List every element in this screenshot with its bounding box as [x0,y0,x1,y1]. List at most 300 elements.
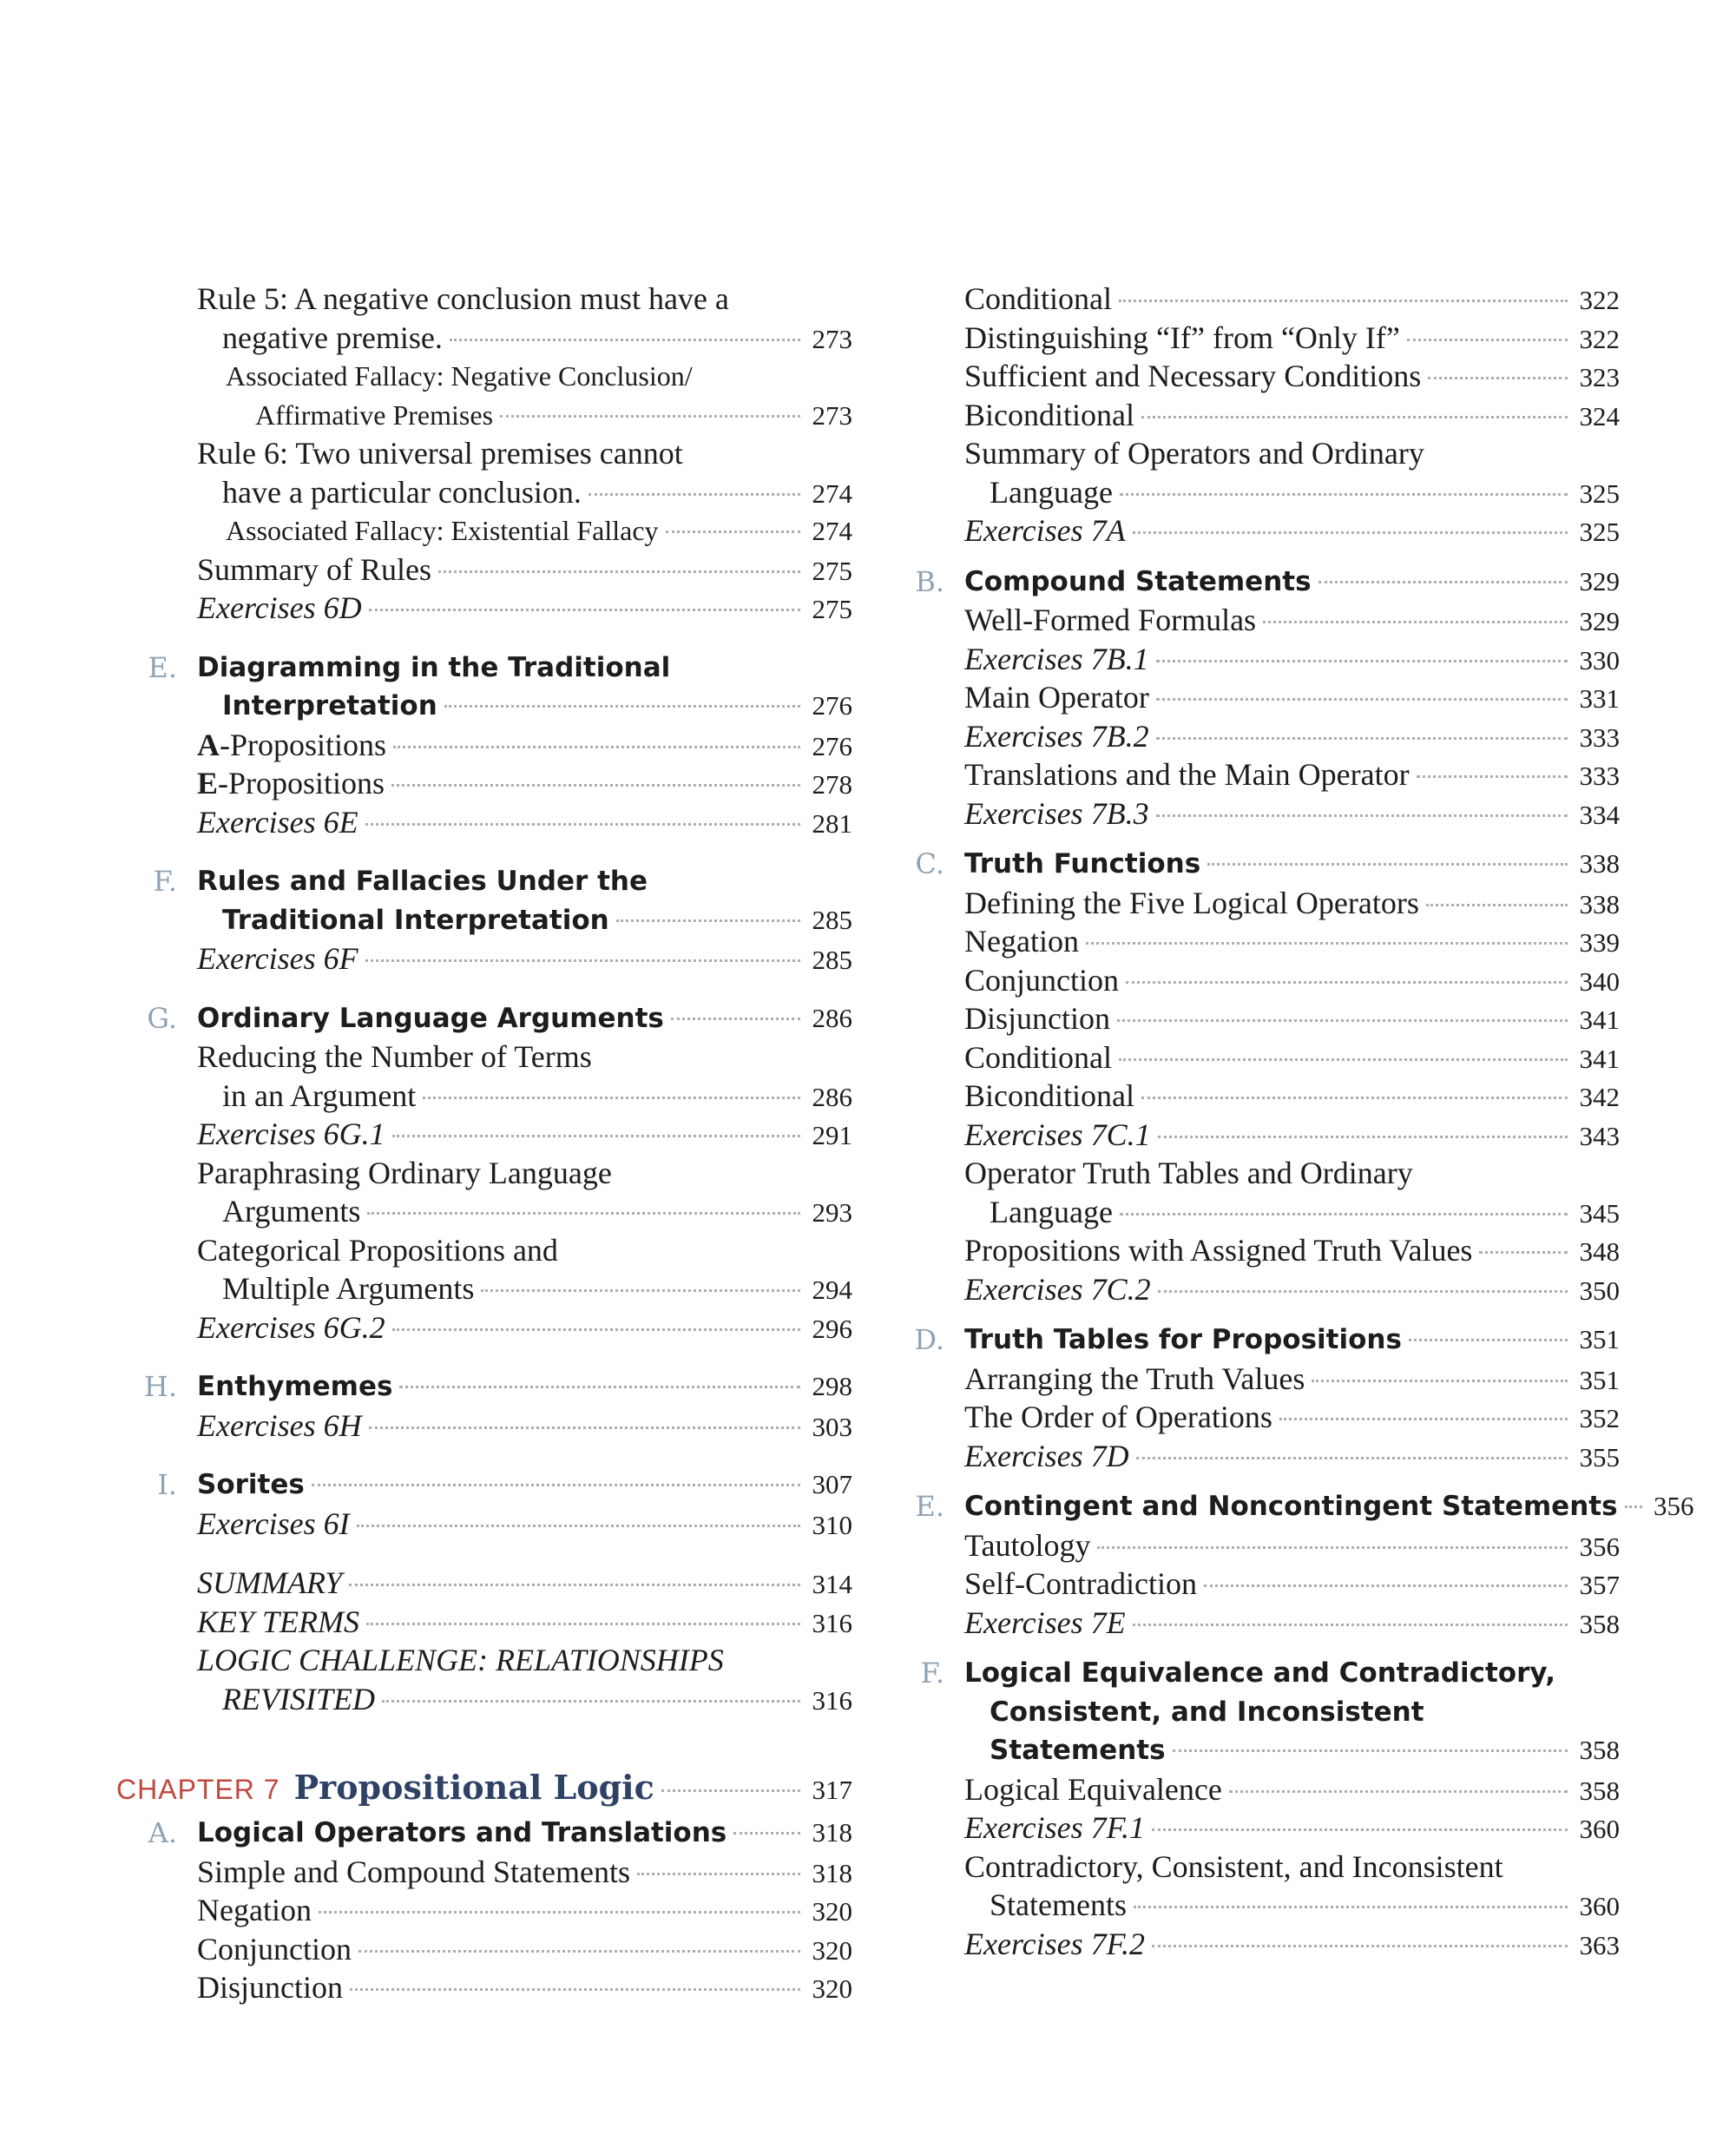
toc-entry-title: Summary of Operators and Ordinary [964,436,1424,471]
toc-entry [116,1641,852,1680]
toc-entry-title: have a particular conclusion. [222,474,582,510]
toc-entry [116,1466,852,1505]
toc-entry [884,1116,1620,1155]
toc-entry-title: REVISITED [222,1681,375,1716]
toc-entry-title: KEY TERMS [197,1604,360,1639]
toc-entry-title: Associated Fallacy: Existential Fallacy [226,515,659,546]
page-number: 273 [812,323,852,354]
page-number: 274 [812,516,852,546]
dot-leader [1141,416,1568,418]
dot-leader [1279,1418,1568,1420]
dot-leader [666,530,800,533]
toc-entry-title: Contingent and Noncontingent Statements [964,1491,1618,1522]
toc-entry [116,1891,852,1930]
toc-entry [884,1154,1620,1193]
toc-entry-title: Rule 5: A negative conclusion must have a [197,281,729,316]
toc-entry-title: Conditional [964,281,1112,316]
page-number: 360 [1579,1891,1620,1921]
page-number: 303 [812,1411,852,1442]
toc-entry [884,280,1620,319]
page-number: 356 [1654,1491,1694,1521]
toc-entry [884,884,1620,923]
toc-entry [884,1731,1620,1770]
page-number: 316 [812,1684,852,1716]
toc-entry-title: SUMMARY [197,1565,343,1600]
toc-entry [116,1192,852,1231]
toc-entry [116,687,852,726]
toc-entry [884,1925,1620,1964]
page-number: 363 [1579,1929,1620,1960]
toc-entry [116,1505,852,1544]
page-number: 324 [1579,400,1620,431]
page-number: 333 [1579,761,1620,791]
toc-entry-title: Exercises 7C.2 [964,1271,1151,1307]
dot-leader [1117,1019,1568,1022]
dot-leader [1152,1945,1568,1947]
dot-leader [382,1700,800,1703]
page-number: 320 [812,1934,852,1966]
toc-entry-title: Statements [990,1735,1166,1766]
page-number: 329 [1579,565,1620,596]
dot-leader [1126,981,1568,984]
page-number: 285 [812,904,852,935]
dot-leader [450,339,800,341]
toc-entry-title: Ordinary Language Arguments [197,1002,664,1034]
toc-entry-title: Exercises 7B.3 [964,795,1149,831]
page-number: 281 [812,807,852,839]
toc-entry [116,1406,852,1446]
page-number: 291 [812,1120,852,1150]
dot-leader [1173,1749,1568,1752]
dot-leader [1134,1906,1568,1908]
toc-entry [116,1154,852,1193]
toc-entry [884,640,1620,679]
toc-entry-title: Interpretation [222,690,437,721]
toc-entry-title: Tautology [964,1527,1091,1563]
toc-entry [884,717,1620,756]
page-number: 342 [1579,1082,1620,1112]
toc-entry [116,901,852,940]
dot-leader [358,1950,800,1953]
toc-entry [116,473,852,512]
toc-entry [884,396,1620,435]
page-number: 275 [812,555,852,586]
page-number: 307 [812,1469,852,1499]
toc-entry-title: E-Propositions [197,766,385,800]
toc-entry-title: Multiple Arguments [222,1271,475,1306]
dot-leader [1407,339,1568,341]
page-number: 351 [1579,1324,1620,1354]
toc-entry [116,1968,852,2007]
dot-leader [733,1832,800,1835]
toc-entry-title: Logical Operators and Translations [197,1817,727,1848]
section-letter: F. [920,1657,944,1690]
toc-entry-title: Exercises 7F.1 [964,1810,1145,1845]
toc-entry-title: in an Argument [222,1077,417,1113]
chapter-title: Propositional Logic [293,1768,654,1807]
toc-entry [116,999,852,1038]
toc-entry-title: Defining the Five Logical Operators [964,885,1419,920]
page-number: 320 [812,1896,852,1927]
dot-leader [1119,300,1568,302]
toc-entry-title: Negation [197,1893,312,1927]
toc-entry [116,1269,852,1308]
dot-leader [1263,621,1568,623]
page-number: 352 [1579,1403,1620,1433]
toc-entry-title: Reducing the Number of Terms [197,1039,592,1074]
toc-entry-title: Affirmative Premises [255,399,494,431]
page-number: 320 [812,1973,852,2004]
toc-entry-title: Exercises 6D [197,590,362,625]
toc-entry-title: Compound Statements [964,565,1312,597]
page-number: 338 [1579,888,1620,919]
toc-entry [116,1603,852,1642]
toc-entry [884,1808,1620,1848]
section-letter: G. [147,1001,177,1035]
toc-entry-title: Logical Equivalence and Contradictory, [964,1657,1555,1689]
dot-leader [637,1873,800,1875]
page-number: 286 [812,1002,852,1033]
page-number: 348 [1579,1236,1620,1267]
page-number: 318 [812,1817,852,1848]
page-number: 355 [1579,1441,1620,1472]
toc-entry-title: Summary of Rules [197,551,431,587]
toc-entry-title: Arguments [222,1194,361,1229]
toc-entry-title: Distinguishing “If” from “Only If” [964,320,1400,355]
dot-leader [1120,493,1568,496]
dot-leader [1133,531,1568,534]
toc-entry [884,1360,1620,1399]
page-number: 340 [1579,965,1620,997]
toc-entry-title: Consistent, and Inconsistent [990,1696,1424,1728]
dot-leader [1204,1584,1568,1587]
toc-entry [116,1762,852,1814]
toc-entry [116,1930,852,1969]
toc-entry [116,1367,852,1406]
toc-entry-title: Well-Formed Formulas [964,603,1257,637]
dot-leader [393,746,800,748]
page-number: 325 [1579,517,1620,547]
page-number: 345 [1579,1197,1620,1229]
toc-entry [116,511,852,550]
page-number: 322 [1579,323,1620,354]
toc-entry [116,1115,852,1154]
toc-entry-title: Rule 6: Two universal premises cannot [197,436,683,471]
dot-leader [423,1097,800,1099]
page-number: 323 [1579,362,1620,392]
toc-entry [884,1565,1620,1604]
toc-entry-title: A-Propositions [197,727,387,762]
dot-leader [671,1018,800,1020]
toc-entry [884,922,1620,961]
dot-leader [1156,698,1568,701]
page-number: 294 [812,1275,852,1305]
dot-leader [1479,1251,1568,1254]
page-number: 341 [1579,1043,1620,1074]
page-number: 338 [1579,848,1620,879]
dot-leader [1428,377,1568,379]
page-number: 278 [812,769,852,800]
page-number: 330 [1579,644,1620,675]
toc-entry [884,1654,1620,1693]
toc-entry [116,939,852,978]
toc-entry [116,649,852,688]
toc-entry-title: Negation [964,924,1079,959]
toc-entry-title: Exercises 6E [197,804,358,840]
dot-leader [1207,863,1568,866]
dot-leader [357,1525,800,1527]
toc-entry [884,434,1620,473]
toc-entry-title: Language [990,1194,1113,1229]
dot-leader [1141,1097,1568,1099]
toc-entry [884,1038,1620,1077]
dot-leader [616,919,800,922]
section-letter: I. [157,1468,177,1501]
dot-leader [1133,1624,1568,1626]
dot-leader [1229,1790,1568,1793]
toc-entry-title: Biconditional [964,397,1134,432]
page-number: 333 [1579,721,1620,753]
dot-leader [1136,1457,1568,1459]
toc-entry-title: Exercises 6H [197,1407,362,1443]
toc-entry-title: Statements [990,1887,1127,1922]
toc-entry-title: Paraphrasing Ordinary Language [197,1155,612,1190]
toc-entry [884,1231,1620,1270]
toc-entry [884,755,1620,794]
toc-entry-title: Disjunction [197,1970,343,2005]
page-number: 331 [1579,683,1620,714]
section-letter: E. [148,650,177,684]
page-number: 358 [1579,1735,1620,1765]
toc-entry [116,357,852,396]
toc-entry-title: Main Operator [964,680,1149,715]
toc-entry [116,434,852,473]
toc-entry-title: Exercises 7B.1 [964,641,1149,676]
toc-entry-title: Conjunction [197,1931,352,1966]
toc-entry [884,1398,1620,1437]
page-number: 275 [812,594,852,624]
chapter-heading [116,1762,654,1815]
page-number: 286 [812,1081,852,1112]
section-letter: E. [915,1490,944,1523]
toc-entry [884,1487,1694,1526]
toc-entry-title: Exercises 7B.2 [964,718,1149,754]
section-letter: A. [148,1816,177,1849]
page-number: 296 [812,1313,852,1344]
toc-entry [884,961,1620,1000]
page-number: 351 [1579,1364,1620,1395]
toc-entry [884,319,1620,358]
toc-left-column [116,280,852,2007]
dot-leader [367,1212,800,1215]
toc-entry-title: Arranging the Truth Values [964,1360,1305,1396]
toc-entry-title: Truth Functions [964,848,1201,879]
dot-leader [1417,775,1568,778]
toc-entry-title: Exercises 7D [964,1438,1129,1473]
toc-entry-title: Contradictory, Consistent, and Inconsistent [964,1848,1503,1884]
toc-entry [884,1886,1620,1925]
toc-entry-title: Disjunction [964,1001,1110,1036]
toc-entry [116,803,852,842]
toc-entry [116,550,852,590]
page-number: 360 [1579,1814,1620,1844]
dot-leader [369,1426,800,1429]
dot-leader [1156,660,1568,662]
dot-leader [500,415,800,418]
toc-entry [116,1077,852,1116]
toc-entry [116,1853,852,1892]
toc-entry [116,1680,852,1719]
dot-leader [391,784,800,787]
toc-entry-title: Exercises 6I [197,1505,350,1541]
toc-entry [884,1604,1620,1643]
toc-entry-title: Categorical Propositions and [197,1232,558,1268]
page-number: 356 [1579,1531,1620,1562]
toc-entry [116,589,852,628]
dot-leader [1409,1339,1568,1341]
toc-entry-title: Associated Fallacy: Negative Conclusion/ [226,360,693,392]
page-number: 343 [1579,1120,1620,1151]
page-number: 325 [1579,478,1620,509]
toc-entry-title: Simple and Compound Statements [197,1854,630,1889]
dot-leader [392,1328,800,1331]
page-number: 317 [812,1775,852,1805]
toc-entry-title: Propositions with Assigned Truth Values [964,1233,1473,1268]
toc-entry-title: Self-Contradiction [964,1566,1197,1601]
toc-entry [116,319,852,358]
toc-entry-title: Translations and the Main Operator [964,757,1410,792]
page-number: 339 [1579,927,1620,958]
toc-entry-title: negative premise. [222,320,443,355]
toc-entry [884,1193,1620,1232]
page-number: 334 [1579,799,1620,830]
toc-entry [884,563,1620,602]
toc-entry [884,601,1620,640]
dot-leader [1152,1828,1568,1831]
toc-entry [884,845,1620,884]
page-number: 350 [1579,1275,1620,1306]
dot-leader [365,823,800,826]
toc-entry-title: Exercises 6F [197,941,358,976]
page-number: 276 [812,730,852,761]
dot-leader [444,705,800,708]
toc-entry-title: Truth Tables for Propositions [964,1324,1402,1355]
dot-leader [481,1289,800,1292]
page-number: 285 [812,945,852,975]
dot-leader [589,493,800,496]
dot-leader [1625,1505,1642,1508]
toc-entry [884,794,1620,833]
toc-entry [884,1077,1620,1116]
toc-entry [116,1564,852,1603]
dot-leader [350,1988,800,1991]
toc-entry [884,1693,1620,1732]
toc-entry [884,1770,1620,1809]
toc-entry-title: Logical Equivalence [964,1771,1222,1807]
toc-entry [116,1308,852,1347]
dot-leader [1086,942,1568,945]
section-letter: F. [153,865,177,898]
toc-entry [116,280,852,319]
toc-entry-title: Conditional [964,1039,1112,1075]
dot-leader [1120,1213,1568,1215]
toc-entry [116,1038,852,1077]
page-number: 316 [812,1607,852,1638]
dot-leader [366,1623,800,1625]
toc-entry [116,726,852,765]
page-number: 310 [812,1509,852,1540]
page-number: 273 [812,399,852,431]
toc-entry-title: Exercises 7F.2 [964,1926,1145,1961]
toc-entry [884,357,1620,396]
dot-leader [1097,1546,1568,1549]
dot-leader [1156,737,1568,740]
page-number: 357 [1579,1570,1620,1600]
dot-leader [1426,904,1568,906]
toc-entry-title: Language [990,474,1113,510]
toc-entry [884,511,1620,550]
page-number: 322 [1579,285,1620,315]
dot-leader [1318,581,1568,583]
toc-entry [884,1526,1620,1565]
toc-entry [116,862,852,901]
toc-entry [884,999,1620,1038]
toc-entry [884,1437,1620,1476]
toc-entry-title: Operator Truth Tables and Ordinary [964,1156,1413,1190]
toc-entry-title: Biconditional [964,1078,1134,1113]
toc-entry-title: Diagramming in the Traditional [197,651,671,683]
dot-leader [1312,1380,1568,1382]
section-letter: B. [915,564,944,598]
page-number: 358 [1579,1608,1620,1639]
toc-entry-title: Exercises 6G.2 [197,1309,385,1345]
page-number: 358 [1579,1775,1620,1806]
toc-entry-title: Sufficient and Necessary Conditions [964,359,1422,393]
toc-entry-title: Enthymemes [197,1371,393,1402]
chapter-label: CHAPTER 7 [116,1774,280,1805]
dot-leader [399,1386,800,1388]
toc-entry [884,473,1620,512]
section-letter: H. [143,1370,177,1403]
section-letter: C. [915,847,944,880]
dot-leader [392,1135,800,1137]
toc-entry [116,1814,852,1853]
toc-entry-title: Conjunction [964,962,1119,998]
toc-entry-title: Exercises 7A [964,513,1126,548]
toc-entry [884,1270,1620,1309]
dot-leader [365,959,800,962]
toc-entry-title: LOGIC CHALLENGE: RELATIONSHIPS [197,1643,724,1677]
toc-entry [884,1321,1620,1360]
toc-entry-title: The Order of Operations [964,1400,1272,1434]
dot-leader [1119,1058,1568,1061]
section-letter: D. [914,1323,944,1356]
toc-entry-title: Exercises 6G.1 [197,1117,385,1151]
dot-leader [349,1584,800,1586]
dot-leader [1158,1290,1568,1293]
toc-entry [116,1231,852,1270]
dot-leader [312,1484,800,1486]
toc-entry [884,678,1620,717]
toc-entry-title: Traditional Interpretation [222,904,609,936]
dot-leader [661,1789,800,1792]
dot-leader [438,570,800,573]
toc-right-column [884,280,1694,1963]
page-number: 298 [812,1371,852,1401]
page-number: 329 [1579,606,1620,636]
toc-entry-title: Exercises 7E [964,1604,1126,1640]
page-number: 318 [812,1857,852,1888]
